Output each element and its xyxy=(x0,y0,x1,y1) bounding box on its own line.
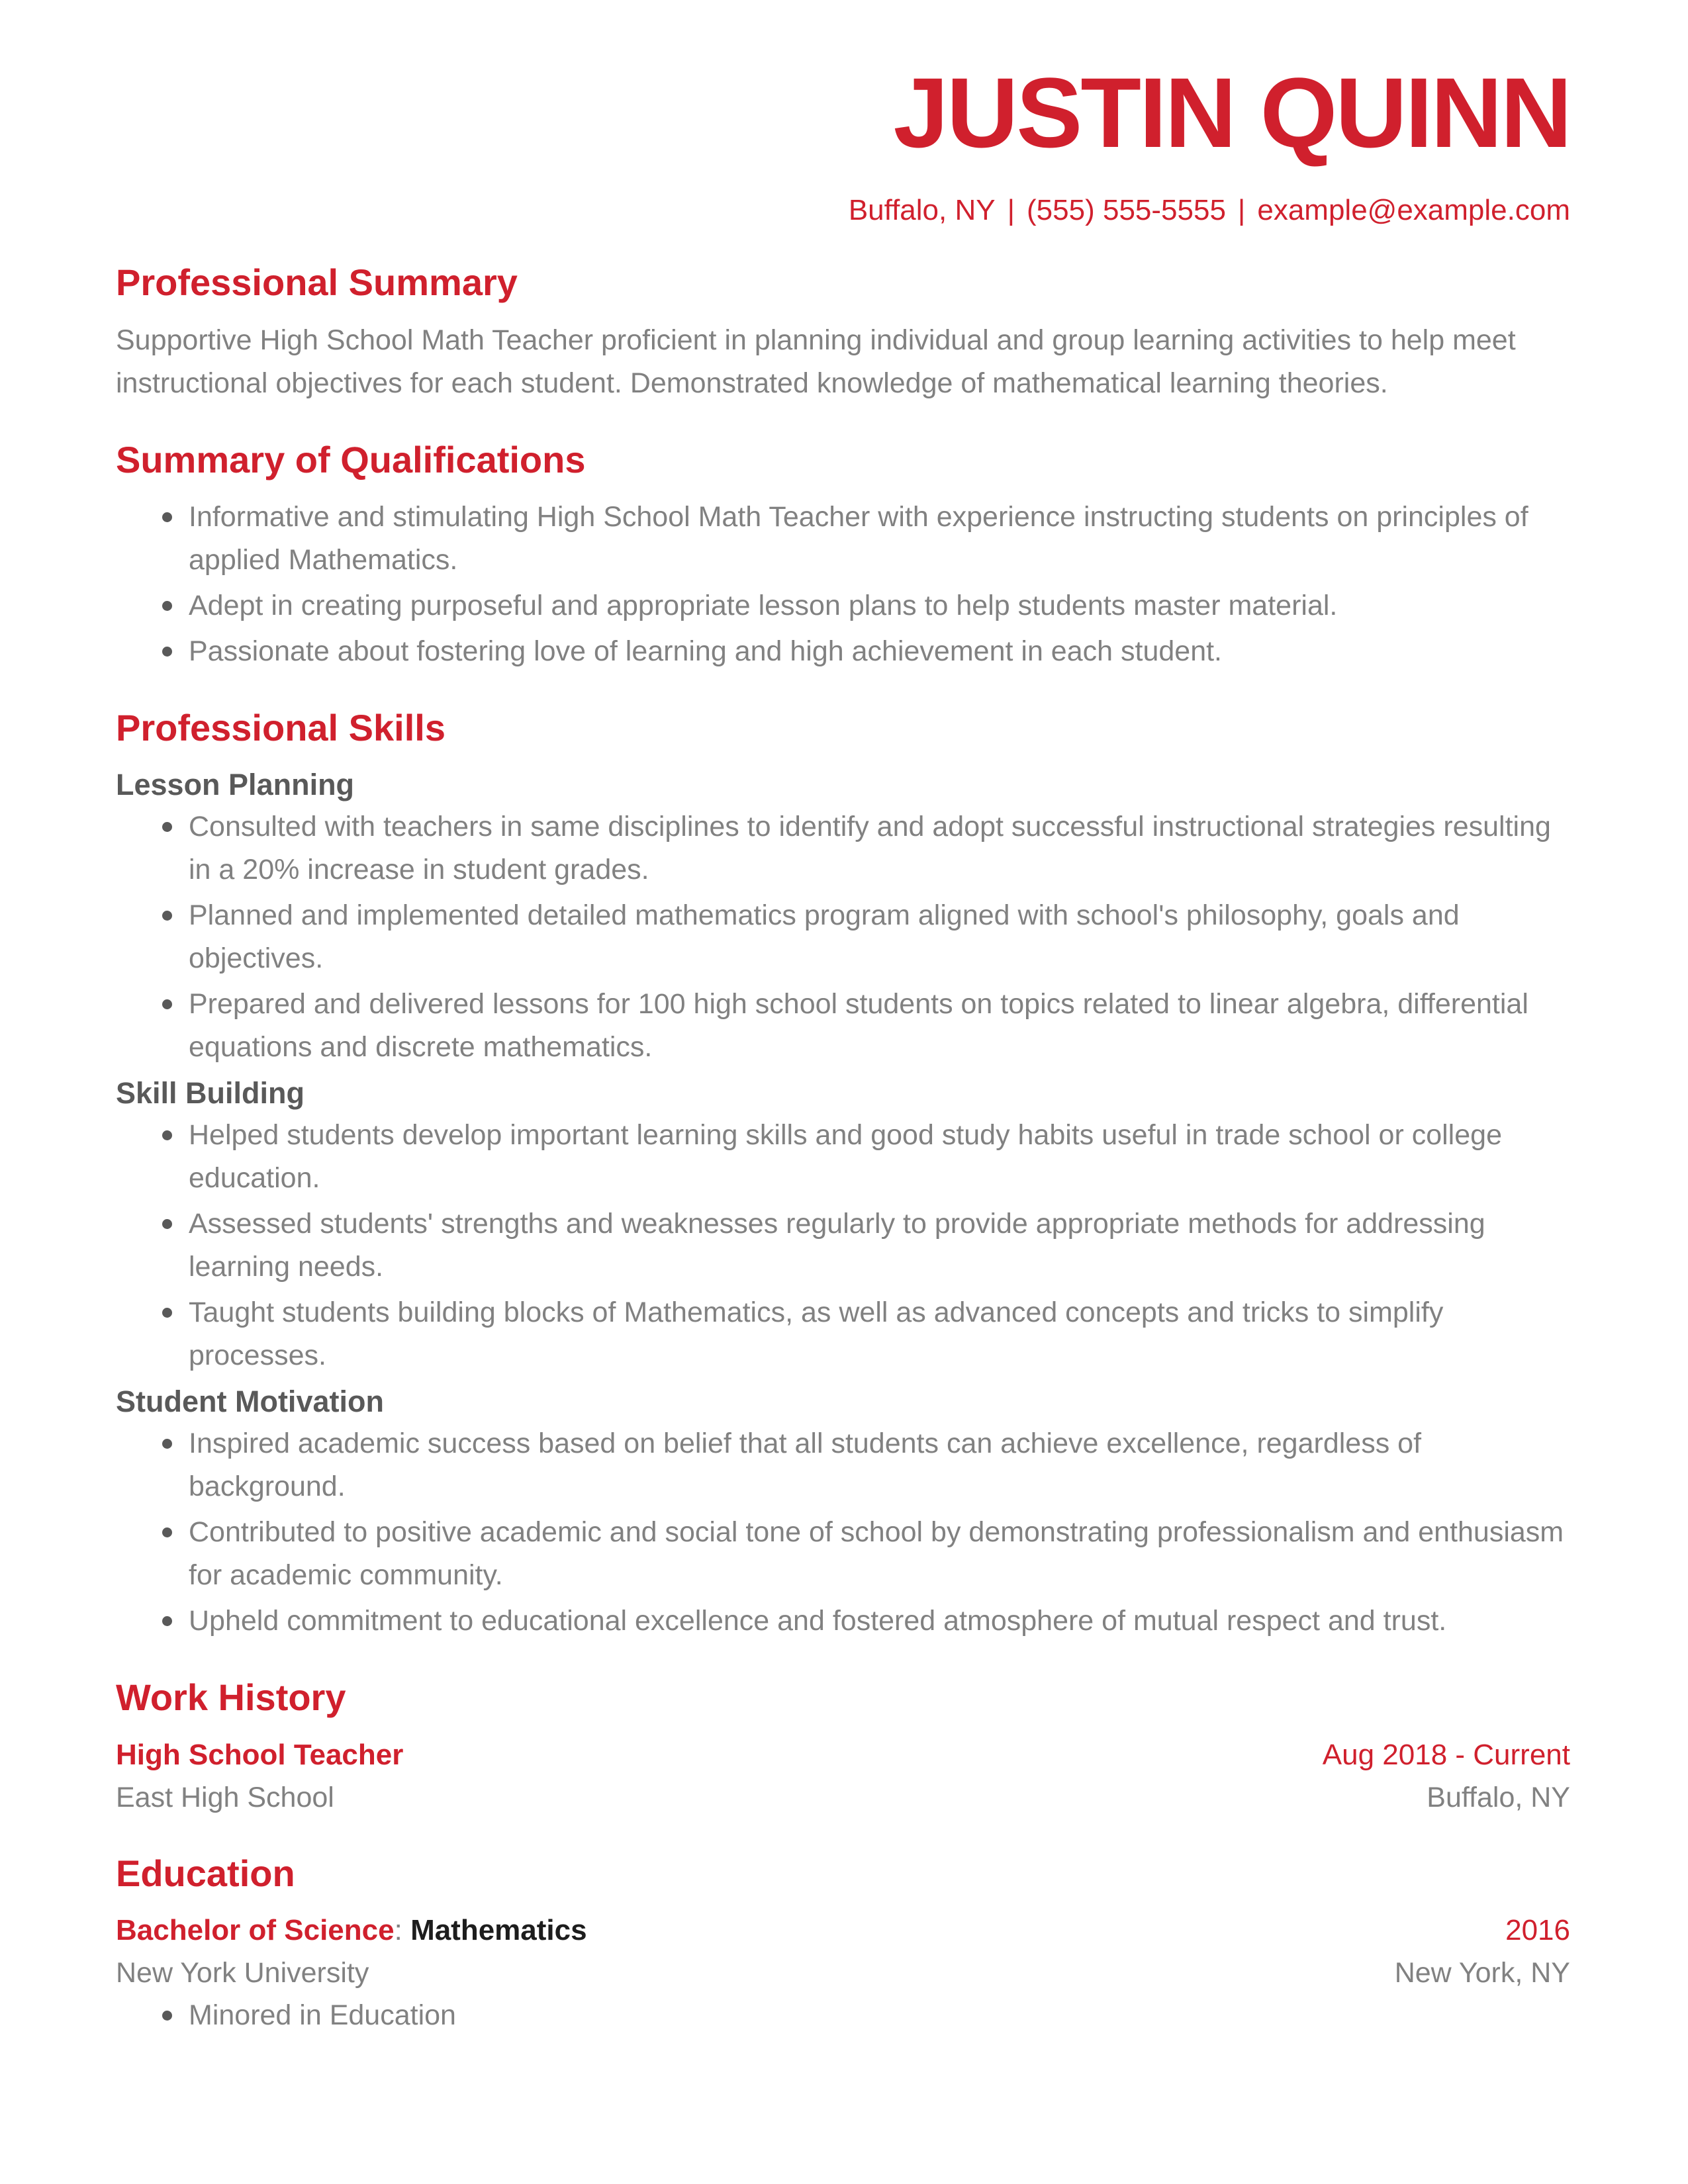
school-name: New York University xyxy=(116,1957,369,1989)
list-item: Passionate about fostering love of learning and high achievement in each student. xyxy=(189,630,1570,673)
job-title: High School Teacher xyxy=(116,1738,404,1771)
list-item: Assessed students' strengths and weaknesses regularly to provide appropriate methods for addressing learning needs. xyxy=(189,1203,1570,1289)
school-location: New York, NY xyxy=(1394,1957,1570,1989)
job-title-row xyxy=(116,1734,1570,1776)
degree-name: Bachelor of Science xyxy=(116,1914,395,1947)
job-employer: East High School xyxy=(116,1781,334,1813)
contact-phone: (555) 555-5555 xyxy=(1027,193,1226,226)
list-item: Upheld commitment to educational excellence and fostered atmosphere of mutual respect and trust. xyxy=(189,1600,1570,1643)
contact-separator: | xyxy=(1007,193,1015,226)
section-heading-work-history: Work History xyxy=(116,1676,346,1719)
contact-separator: | xyxy=(1237,193,1246,226)
professional-summary-text: Supportive High School Math Teacher proficient in planning individual and group learning activities to help meet instructional objectives for each student. Demonstrated knowledge of mathematical learning theories. xyxy=(116,324,1516,399)
degree-field: Mathematics xyxy=(410,1914,587,1947)
contact-line xyxy=(116,193,1570,228)
skill-subheading-student-motivation: Student Motivation xyxy=(116,1385,384,1419)
section-heading-qualifications: Summary of Qualifications xyxy=(116,438,586,480)
contact-email: example@example.com xyxy=(1257,193,1570,226)
section-work-history xyxy=(116,1677,1570,1819)
degree-row xyxy=(116,1909,1570,1952)
resume-header xyxy=(116,57,1570,228)
list-item: Adept in creating purposeful and appropriate lesson plans to help students master material. xyxy=(189,584,1570,627)
job-dates: Aug 2018 - Current xyxy=(1322,1738,1570,1771)
list-item: Informative and stimulating High School Math Teacher with experience instructing students on principles of applied Mathematics. xyxy=(189,496,1570,582)
list-item: Prepared and delivered lessons for 100 high school students on topics related to linear algebra, differential equations and discrete mathematics. xyxy=(189,983,1570,1069)
list-item: Contributed to positive academic and social tone of school by demonstrating professionalism and enthusiasm for academic community. xyxy=(189,1511,1570,1597)
list-item: Helped students develop important learning skills and good study habits useful in trade school or college education. xyxy=(189,1114,1570,1200)
list-item: Consulted with teachers in same disciplines to identify and adopt successful instructional strategies resulting in a 20% increase in student grades. xyxy=(189,805,1570,891)
list-item: Minored in Education xyxy=(189,1994,1570,2037)
school-row xyxy=(116,1952,1570,1994)
skill-subheading-skill-building: Skill Building xyxy=(116,1076,305,1111)
section-education xyxy=(116,1853,1570,2038)
section-heading-skills: Professional Skills xyxy=(116,707,445,749)
graduation-year: 2016 xyxy=(1505,1914,1570,1947)
list-item: Planned and implemented detailed mathematics program aligned with school's philosophy, goals and objectives. xyxy=(189,894,1570,980)
student-motivation-list xyxy=(116,1422,1570,1643)
education-list xyxy=(116,1994,1570,2037)
contact-location: Buffalo, NY xyxy=(848,193,996,226)
list-item: Taught students building blocks of Mathematics, as well as advanced concepts and tricks to simplify processes. xyxy=(189,1291,1570,1377)
lesson-planning-list xyxy=(116,805,1570,1069)
section-professional-skills xyxy=(116,707,1570,1643)
skill-building-list xyxy=(116,1114,1570,1377)
job-employer-row xyxy=(116,1776,1570,1819)
list-item: Inspired academic success based on belief that all students can achieve excellence, regardless of background. xyxy=(189,1422,1570,1508)
section-heading-professional-summary: Professional Summary xyxy=(116,261,518,304)
qualifications-list xyxy=(116,496,1570,673)
candidate-name: JUSTIN QUINN xyxy=(893,57,1570,168)
degree-title xyxy=(116,1909,587,1952)
section-professional-summary xyxy=(116,262,1570,405)
section-heading-education: Education xyxy=(116,1852,295,1894)
job-location: Buffalo, NY xyxy=(1427,1781,1570,1813)
degree-separator: : xyxy=(394,1914,411,1947)
skill-subheading-lesson-planning: Lesson Planning xyxy=(116,768,355,802)
section-summary-of-qualifications xyxy=(116,439,1570,674)
